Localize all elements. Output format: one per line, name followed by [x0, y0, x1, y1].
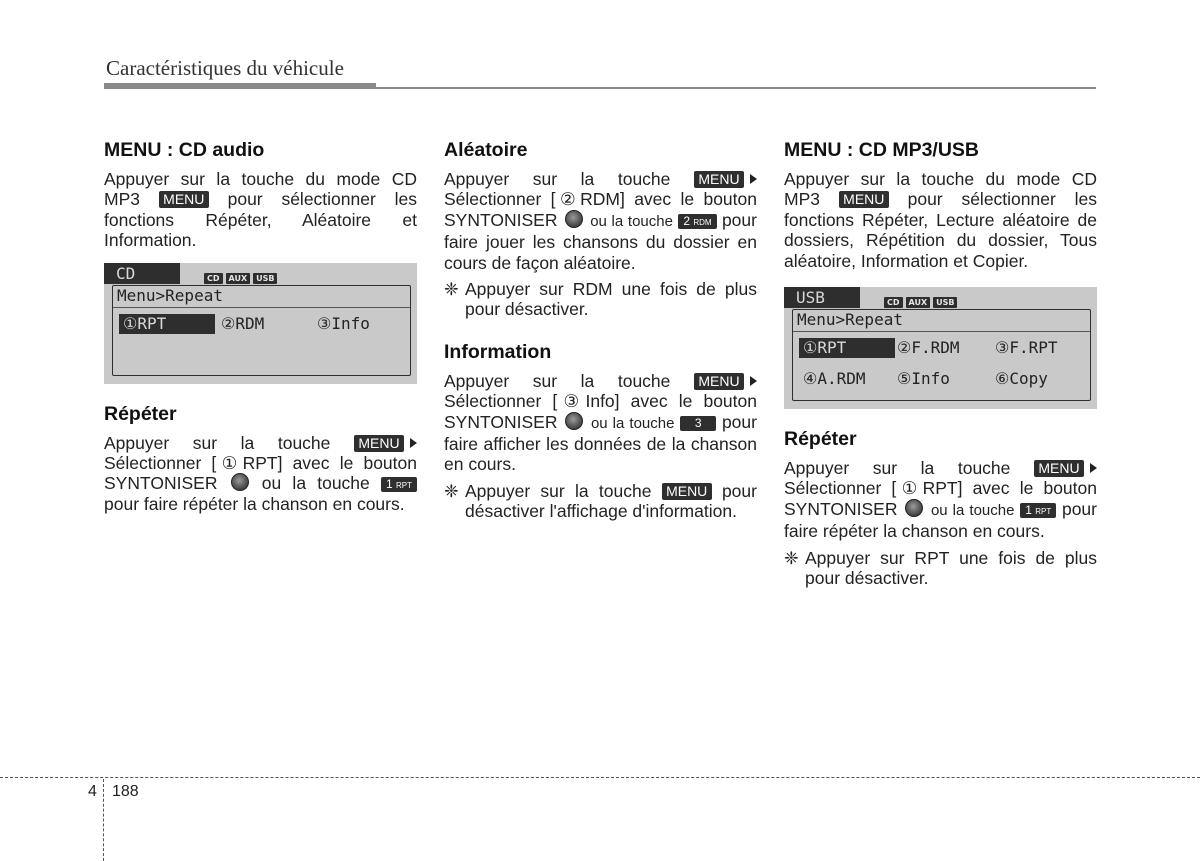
- tuner-knob-icon: [231, 473, 249, 491]
- column-cd-audio: [104, 138, 417, 514]
- lcd-screen-usb: [784, 287, 1097, 409]
- lcd-option-info: ③Info: [317, 313, 370, 333]
- cd-badge: CD: [884, 297, 903, 308]
- lcd-option-copy: ⑥Copy: [995, 369, 1048, 389]
- text: pour faire répéter la chanson en cours.: [784, 498, 1097, 542]
- tuner-knob-icon: [565, 412, 583, 430]
- lcd-menu-path: Menu>Repeat: [797, 310, 903, 330]
- text: Sélectionner [③Info] avec le bouton SYNTONISER: [444, 391, 757, 432]
- text: ou la touche: [590, 414, 675, 432]
- text: Sélectionner [②RDM] avec le bouton SYNTONISER: [444, 189, 757, 230]
- section-title-information: Information: [444, 340, 552, 363]
- key-number: 1: [385, 477, 393, 492]
- header-title: Caractéristiques du véhicule: [106, 56, 344, 80]
- rdm-key-icon: [678, 214, 716, 229]
- paragraph-information: [444, 371, 757, 475]
- text: pour faire afficher les données de la chanson en cours.: [444, 411, 757, 475]
- key-number: 2: [683, 213, 691, 228]
- paragraph-repeat-usb: [784, 458, 1097, 542]
- menu-key-icon: MENU: [694, 373, 744, 390]
- lcd-tab-label: USB: [784, 287, 860, 308]
- lcd-menu-frame: [792, 309, 1091, 401]
- text: Appuyer sur la touche: [104, 432, 331, 453]
- text: pour faire jouer les chansons du dossier en cours de façon aléatoire.: [444, 209, 757, 273]
- text: Appuyer sur la touche: [444, 370, 671, 391]
- menu-key-icon: MENU: [1034, 460, 1084, 477]
- text: pour faire répéter la chanson en cours.: [104, 493, 405, 514]
- section-title-random: Aléatoire: [444, 139, 528, 161]
- lcd-option-folder-random: ②F.RDM: [897, 338, 960, 358]
- lcd-option-rdm: ②RDM: [221, 313, 265, 333]
- key-sub: RPT: [395, 481, 412, 491]
- menu-key-icon: MENU: [354, 435, 404, 452]
- column-random-info: [444, 138, 757, 522]
- aux-badge: AUX: [906, 297, 931, 308]
- note-information: [444, 481, 757, 522]
- arrow-right-icon: [410, 438, 417, 448]
- arrow-right-icon: [750, 376, 757, 386]
- menu-key-icon: MENU: [839, 191, 889, 208]
- header-rule-thick: [104, 83, 376, 89]
- text: ou la touche: [930, 501, 1015, 519]
- text: Appuyer sur la touche du mode CD MP3: [784, 169, 1097, 210]
- key-number: 3: [694, 415, 702, 430]
- lcd-tab-label: CD: [104, 263, 180, 284]
- arrow-right-icon: [1090, 463, 1097, 473]
- note-mark-icon: ❈: [784, 547, 799, 568]
- arrow-right-icon: [750, 174, 757, 184]
- section-title-repeat: Répéter: [784, 428, 857, 451]
- chapter-number: 4: [88, 783, 97, 800]
- text: pour sélectionner les fonctions Répéter, Lecture aléatoire de dossiers, Répétition du dossier, Tous aléatoire, Information et Copier.: [784, 189, 1097, 271]
- footer-vertical-rule: [103, 779, 104, 861]
- section-title-repeat: Répéter: [104, 402, 177, 425]
- lcd-source-badges: [884, 292, 960, 310]
- paragraph-repeat: [104, 433, 417, 515]
- lcd-option-info: ⑤Info: [897, 369, 950, 389]
- column-mp3-usb: [784, 138, 1097, 588]
- text: ou la touche: [261, 473, 370, 494]
- lcd-source-badges: [204, 268, 280, 286]
- section-title-mp3-usb: MENU : CD MP3/USB: [784, 139, 980, 161]
- usb-badge: USB: [253, 273, 277, 284]
- menu-key-icon: MENU: [159, 191, 209, 208]
- lcd-option-rpt: ①RPT: [119, 314, 215, 334]
- header-rule: [376, 87, 1096, 89]
- footer-rule: [0, 777, 1200, 778]
- note-mark-icon: ❈: [444, 279, 459, 300]
- key-sub: RDM: [693, 217, 712, 227]
- paragraph-mp3-intro: [784, 169, 1097, 271]
- rpt-key-icon: [381, 477, 417, 492]
- text: Appuyer sur RDM une fois de plus pour désactiver.: [465, 279, 757, 320]
- text: pour désactiver l'affichage d'information.: [465, 480, 757, 522]
- lcd-menu-frame: [112, 285, 411, 376]
- paragraph-random: [444, 169, 757, 273]
- lcd-option-folder-repeat: ③F.RPT: [995, 338, 1058, 358]
- lcd-screen-cd: [104, 263, 417, 384]
- tuner-knob-icon: [905, 499, 923, 517]
- text: Sélectionner [①RPT] avec le bouton SYNTONISER: [104, 453, 417, 494]
- paragraph-cd-intro: [104, 169, 417, 251]
- text: Appuyer sur la touche: [784, 458, 1011, 479]
- info-key-icon: [680, 416, 716, 431]
- text: Appuyer sur la touche du mode CD MP3: [104, 169, 417, 210]
- page-number: 188: [112, 783, 139, 800]
- section-title-cd-audio: MENU : CD audio: [104, 139, 265, 161]
- lcd-divider: [793, 331, 1090, 332]
- key-number: 1: [1025, 502, 1032, 517]
- lcd-option-rpt: ①RPT: [799, 338, 895, 358]
- usb-badge: USB: [933, 297, 957, 308]
- key-sub: RPT: [1035, 506, 1052, 516]
- cd-badge: CD: [204, 273, 223, 284]
- rpt-key-icon: [1020, 503, 1056, 518]
- lcd-menu-path: Menu>Repeat: [117, 285, 223, 305]
- menu-key-icon: MENU: [694, 171, 744, 188]
- lcd-divider: [113, 307, 410, 308]
- tuner-knob-icon: [565, 210, 583, 228]
- text: ou la touche: [590, 212, 673, 230]
- text: Appuyer sur la touche: [444, 169, 671, 189]
- text: pour sélectionner les fonctions Répéter, Aléatoire et Information.: [104, 189, 417, 251]
- aux-badge: AUX: [226, 273, 251, 284]
- text: Appuyer sur la touche: [465, 480, 652, 501]
- text: Sélectionner [①RPT] avec le bouton SYNTONISER: [784, 478, 1097, 519]
- lcd-option-all-random: ④A.RDM: [803, 369, 866, 389]
- note-random: [444, 279, 757, 320]
- text: Appuyer sur RPT une fois de plus pour désactiver.: [805, 547, 1097, 589]
- note-repeat-usb: [784, 548, 1097, 589]
- note-mark-icon: ❈: [444, 480, 459, 501]
- menu-key-icon: MENU: [662, 483, 712, 500]
